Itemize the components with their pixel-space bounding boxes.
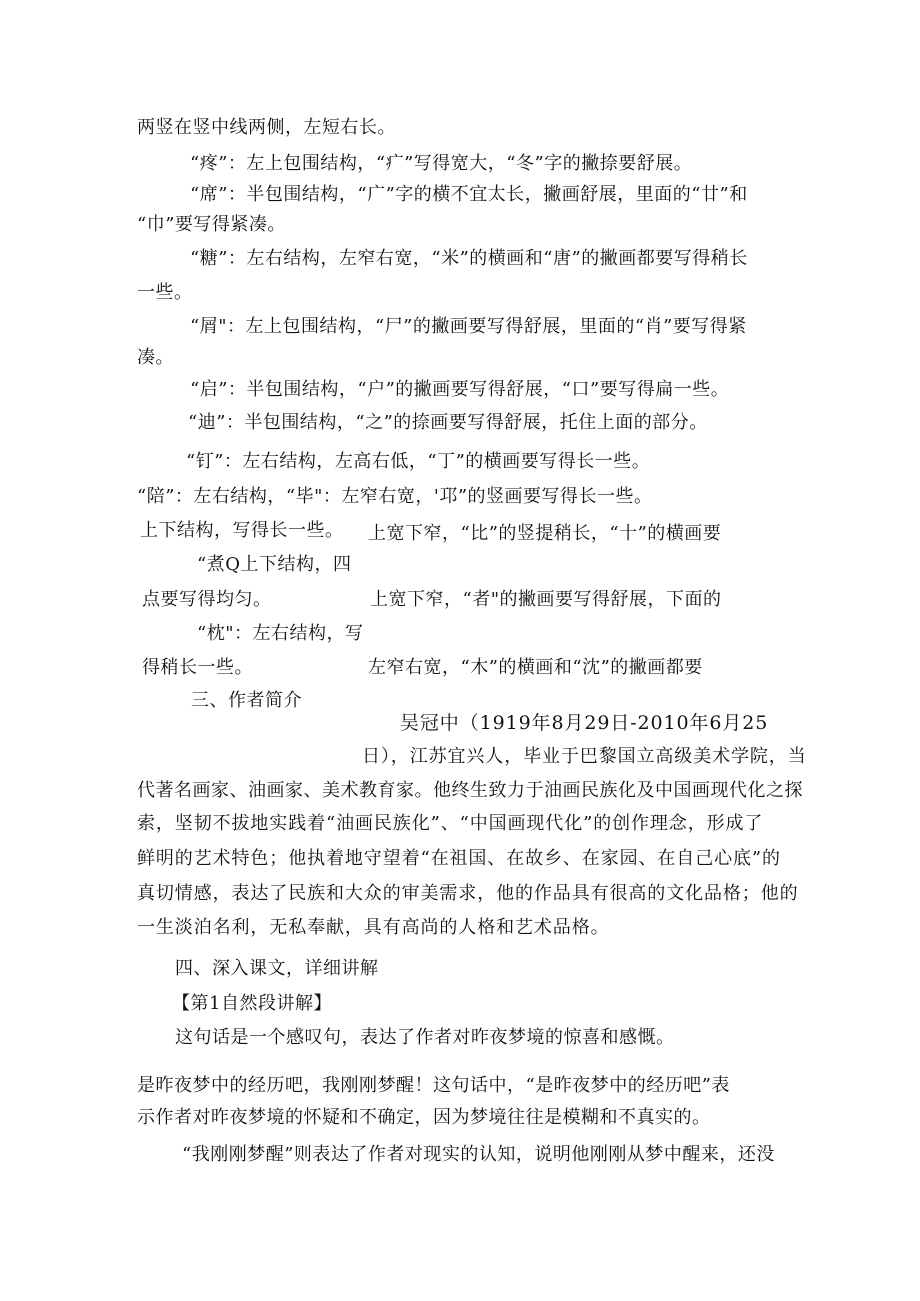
text-line: 上下结构，写得长一些。 [140,520,344,541]
text-line: 吴冠中（1919年8月29日-2010年6月25 [400,712,769,734]
text-line: “屑"：左上包围结构，“尸”的撇画要写得舒展，里面的“肖”要写得紧 [190,316,747,337]
text-line: 左窄右宽，“木”的横画和“沈”的撇画都要 [368,657,703,678]
text-line: 点要写得均匀。 [142,589,272,610]
text-line: 日），江苏宜兴人，毕业于巴黎国立高级美术学院，当 [362,746,807,767]
text-line: 真切情感，表达了民族和大众的审美需求，他的作品具有很高的文化品格；他的 [137,883,799,904]
text-line: 示作者对昨夜梦境的怀疑和不确定，因为梦境往往是模糊和不真实的。 [137,1107,711,1128]
section-heading: 三、作者简介 [191,690,302,711]
text-line: 代著名画家、油画家、美术教育家。他终生致力于油画民族化及中国画现代化之探 [137,780,803,801]
text-line: “我刚刚梦醒”则表达了作者对现实的认知，说明他刚刚从梦中醒来，还没 [182,1144,775,1165]
text-line: “疼”：左上包围结构，“疒”写得宽大，“冬”字的撇捺要舒展。 [190,153,693,174]
text-line: 这句话是一个感叹句，表达了作者对昨夜梦境的惊喜和感慨。 [175,1027,675,1048]
text-line: 上宽下窄，“者"的撇画要写得舒展，下面的 [370,589,722,610]
text-line: “巾”要写得紧凑。 [137,214,286,235]
text-line: “席”：半包围结构，“广”字的横不宜太长，撇画舒展，里面的“廿”和 [190,184,748,205]
subsection-heading: 【第1自然段讲解】 [172,993,332,1014]
text-line: 是昨夜梦中的经历吧，我刚刚梦醒！这句话中，“是昨夜梦中的经历吧”表 [137,1075,730,1096]
text-line: “启”：半包围结构，“户”的撇画要写得舒展，“口”要写得扁一些。 [190,379,730,400]
text-line: 鲜明的艺术特色；他执着地守望着“在祖国、在故乡、在家园、在自己心底”的 [137,848,781,869]
text-line: “钉”：左右结构，左高右低，“丁”的横画要写得长一些。 [186,451,651,472]
text-line: “枕"：左右结构，写 [197,623,364,644]
text-line: “煮Q上下结构，四 [197,554,352,575]
text-line: “糖”：左右结构，左窄右宽，“米”的横画和“唐”的撇画都要写得稍长 [190,248,748,269]
text-line: 索，坚韧不拔地实践着“油画民族化”、“中国画现代化”的创作理念，形成了 [137,813,764,834]
text-line: “迪”：半包围结构，“之”的捺画要写得舒展，托住上面的部分。 [188,412,708,433]
text-line: 一些。 [137,282,193,303]
text-line: 两竖在竖中线两侧，左短右长。 [137,117,396,138]
text-line: 得稍长一些。 [142,657,253,678]
text-line: “陪”：左右结构，“毕"：左窄右宽，'邛”的竖画要写得长一些。 [137,486,653,507]
section-heading: 四、深入课文，详细讲解 [175,958,379,979]
text-line: 上宽下窄，“比”的竖提稍长，“十”的横画要 [368,523,722,544]
text-line: 凑。 [137,347,174,368]
text-line: 一生淡泊名利，无私奉献，具有高尚的人格和艺术品格。 [137,917,610,938]
